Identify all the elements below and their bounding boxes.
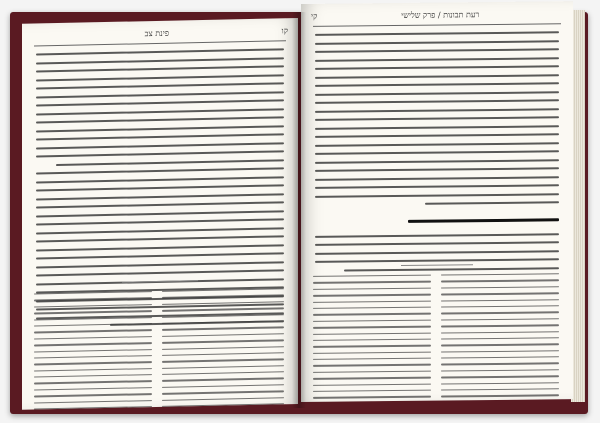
right-running-head: [311, 9, 563, 24]
right-page-number: קי: [311, 11, 318, 21]
right-footnote-column-right: [441, 273, 559, 402]
left-page-number: קו: [281, 26, 288, 36]
left-page: [22, 18, 298, 410]
right-main-text: [315, 31, 559, 278]
right-section-title: רעת תבונות / פרק שלישי: [401, 10, 480, 20]
page-edges: [571, 10, 585, 402]
right-header-rule: [313, 23, 561, 27]
right-footnote-column-left: [313, 275, 431, 402]
right-page: [301, 1, 573, 402]
left-section-title: פינת צב: [144, 28, 170, 39]
left-footnote-column-right: [34, 291, 152, 410]
left-footnote-column-left: [162, 288, 284, 409]
book-gutter: [292, 12, 306, 408]
